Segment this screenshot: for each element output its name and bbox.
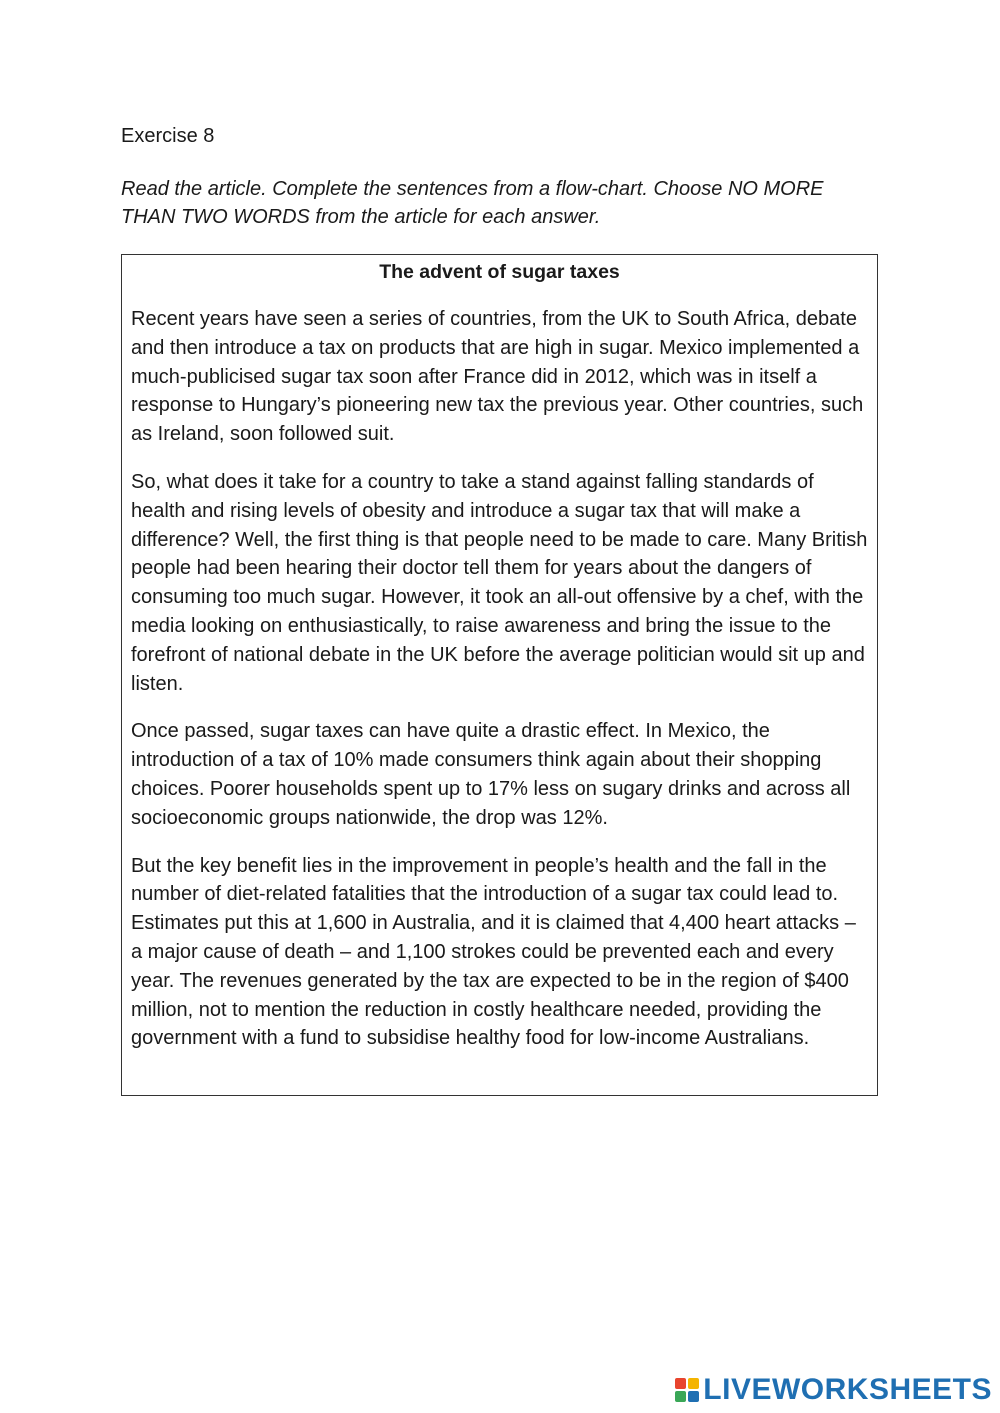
- liveworksheets-logo-icon: [675, 1378, 699, 1402]
- liveworksheets-logo: [675, 1373, 992, 1407]
- logo-tile-3: [675, 1391, 686, 1402]
- article-paragraph-4: But the key benefit lies in the improvement in people’s health and the fall in the number of diet-related fatalities that the introduction of a sugar tax could lead to. Estimates put this at 1,600 in Australia, and it is claimed that 4,400 heart attacks – a major cause of death – and 1,100 strokes could be prevented each and every year. The revenues generated by the tax are expected to be in the region of $400 million, not to mention the reduction in costly healthcare needed, providing the government with a fund to subsidise healthy food for low-income Australians.: [131, 854, 856, 1050]
- instructions: Read the article. Complete the sentences from a flow-chart. Choose NO MORE THAN TWO WORDS from the article for each answer.: [121, 178, 824, 228]
- exercise-title: Exercise 8: [121, 125, 215, 147]
- article-paragraph-2: So, what does it take for a country to take a stand against falling standards of health and rising levels of obesity and introduce a sugar tax that will make a difference? Well, the first thing is that people need to be made to care. Many British people had been hearing their doctor tell them for years about the dangers of consuming too much sugar. However, it took an all-out offensive by a chef, with the media looking on enthusiastically, to raise awareness and bring the issue to the forefront of national debate in the UK before the average politician would sit up and listen.: [131, 470, 868, 695]
- logo-text: LIVEWORKSHEETS: [703, 1373, 992, 1406]
- logo-tile-1: [675, 1378, 686, 1389]
- article-box: [121, 254, 878, 1096]
- article-paragraph-3: Once passed, sugar taxes can have quite a drastic effect. In Mexico, the introduction of a tax of 10% made consumers think again about their shopping choices. Poorer households spent up to 17% less on sugary drinks and across all socioeconomic groups nationwide, the drop was 12%.: [131, 720, 851, 829]
- article-paragraph-1: Recent years have seen a series of countries, from the UK to South Africa, debate and then introduce a tax on products that are high in sugar. Mexico implemented a much-publicised sugar tax soon after France did in 2012, which was in itself a response to Hungary’s pioneering new tax the previous year. Other countries, such as Ireland, soon followed suit.: [131, 308, 864, 446]
- article-title: The advent of sugar taxes: [379, 261, 620, 283]
- logo-tile-4: [688, 1391, 699, 1402]
- logo-tile-2: [688, 1378, 699, 1389]
